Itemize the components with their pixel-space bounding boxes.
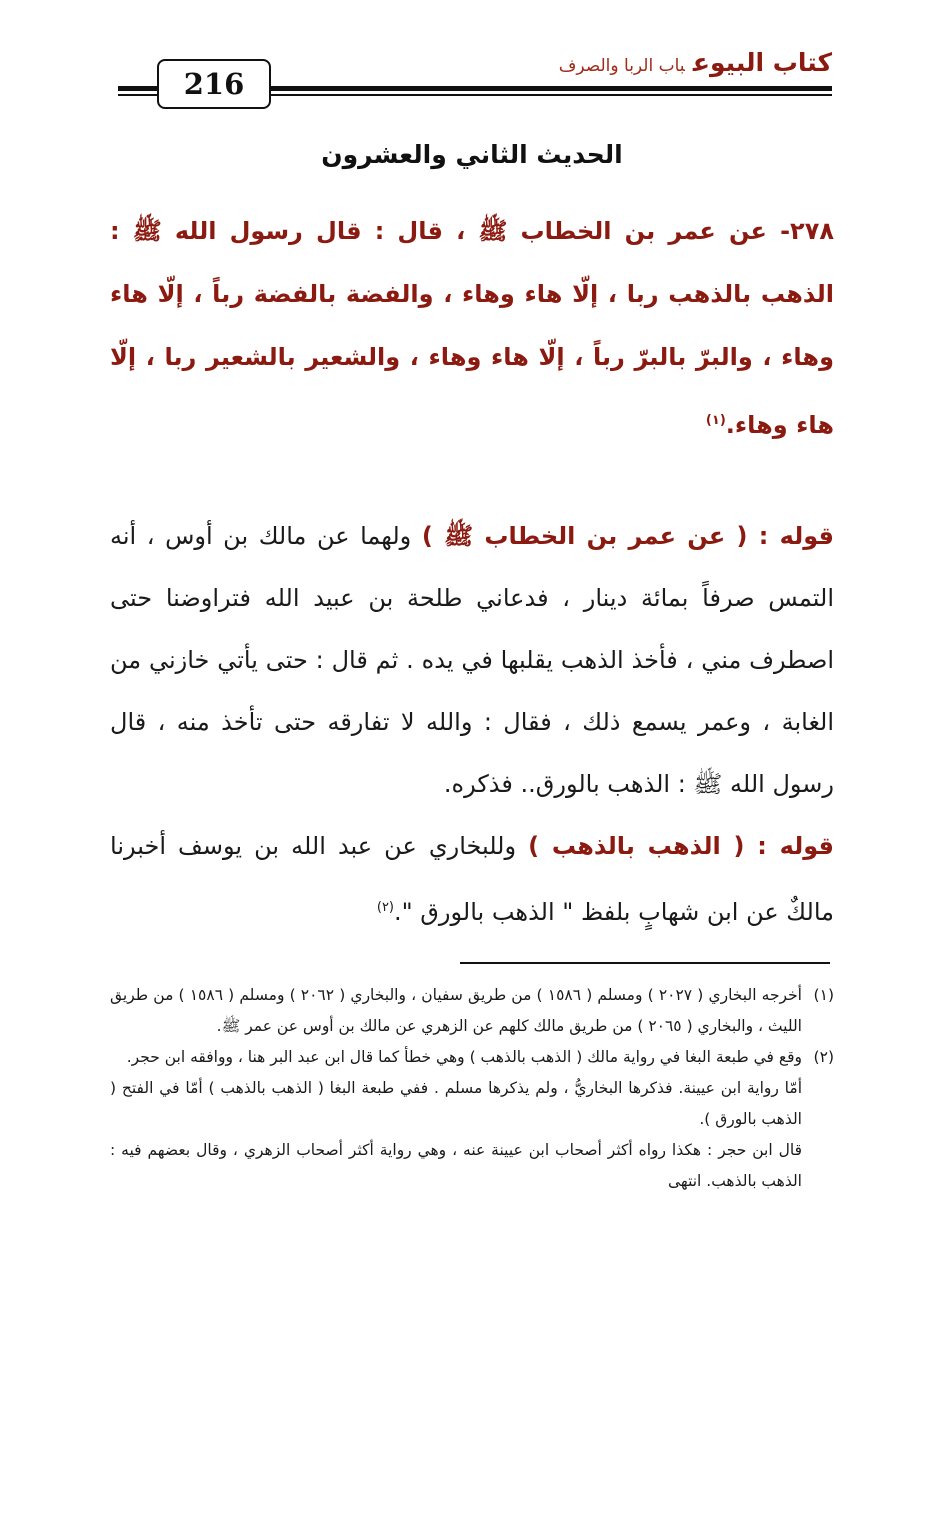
commentary-paragraph-1 (110, 505, 834, 815)
footnote-number: (٢) (813, 1048, 834, 1066)
footnotes (110, 980, 834, 1197)
footnote-1 (110, 980, 834, 1042)
footnote-ref-1: (١) (705, 413, 726, 428)
footnote-text: وقع في طبعة البغا في رواية مالك ( الذهب بالذهب ) وهي خطأ كما قال ابن عبد البر هنا ، ووافقه ابن حجر. (126, 1048, 802, 1066)
commentary-paragraph-2 (110, 815, 834, 943)
footnote-2-paragraph: أمّا رواية ابن عيينة. فذكرها البخاريُّ ، ولم يذكرها مسلم . ففي طبعة البغا ( الذهب بالذهب ) أمّا في الفتح ( الذهب بالورق ). (110, 1079, 802, 1128)
commentary-text-1: ولهما عن مالك بن أوس ، أنه التمس صرفاً بمائة دينار ، فدعاني طلحة بن عبيد الله فتراوضنا حتى اصطرف مني ، فأخذ الذهب يقلبها في يده . ثم قال : حتى يأتي خازني من الغابة ، وعمر يسمع ذلك ، فقال : والله لا تفارقه حتى تأخذ منه ، قال رسول الله ﷺ : الذهب بالورق.. فذكره. (110, 522, 834, 798)
page-number: 216 (157, 59, 271, 109)
hadith-body: ٢٧٨- عن عمر بن الخطاب ﷺ ، قال : قال رسول الله ﷺ : الذهب بالذهب ربا ، إلّا هاء وهاء ، والفضة بالفضة رباً ، إلّا هاء وهاء ، والبرّ بالبرّ رباً ، إلّا هاء وهاء ، والشعير بالشعير ربا ، إلّا هاء وهاء. (110, 217, 834, 439)
footnote-number: (١) (813, 986, 834, 1004)
section-title: الحديث الثاني والعشرون (321, 140, 623, 169)
footnote-text: أخرجه البخاري ( ٢٠٢٧ ) ومسلم ( ١٥٨٦ ) من طريق سفيان ، والبخاري ( ٢٠٦٢ ) ومسلم ( ١٥٨٦ ) من طريق الليث ، والبخاري ( ٢٠٦٥ ) من طريق مالك كلهم عن الزهري عن مالك بن أوس عن عمر ﷺ. (110, 986, 802, 1035)
running-header (559, 48, 832, 77)
book-title: كتاب البيوع (692, 48, 832, 77)
footnote-separator (460, 962, 830, 964)
footnote-2 (110, 1042, 834, 1073)
chapter-title: باب الربا والصرف (558, 56, 685, 76)
commentary-label-1: قوله : ( عن عمر بن الخطاب ﷺ ) (421, 522, 834, 550)
commentary-text-2: وللبخاري عن عبد الله بن يوسف أخبرنا مالكٌ عن ابن شهابٍ بلفظ " الذهب بالورق ". (110, 832, 834, 926)
commentary-label-2: قوله : ( الذهب بالذهب ) (528, 832, 834, 860)
footnote-2-paragraph: قال ابن حجر : هكذا رواه أكثر أصحاب ابن عيينة عنه ، وهي رواية أكثر أصحاب الزهري ، وقال بعضهم فيه : الذهب بالذهب. انتهى (110, 1141, 802, 1190)
hadith-text (110, 200, 834, 457)
footnote-ref-2: (٢) (376, 900, 394, 915)
commentary (110, 505, 834, 943)
